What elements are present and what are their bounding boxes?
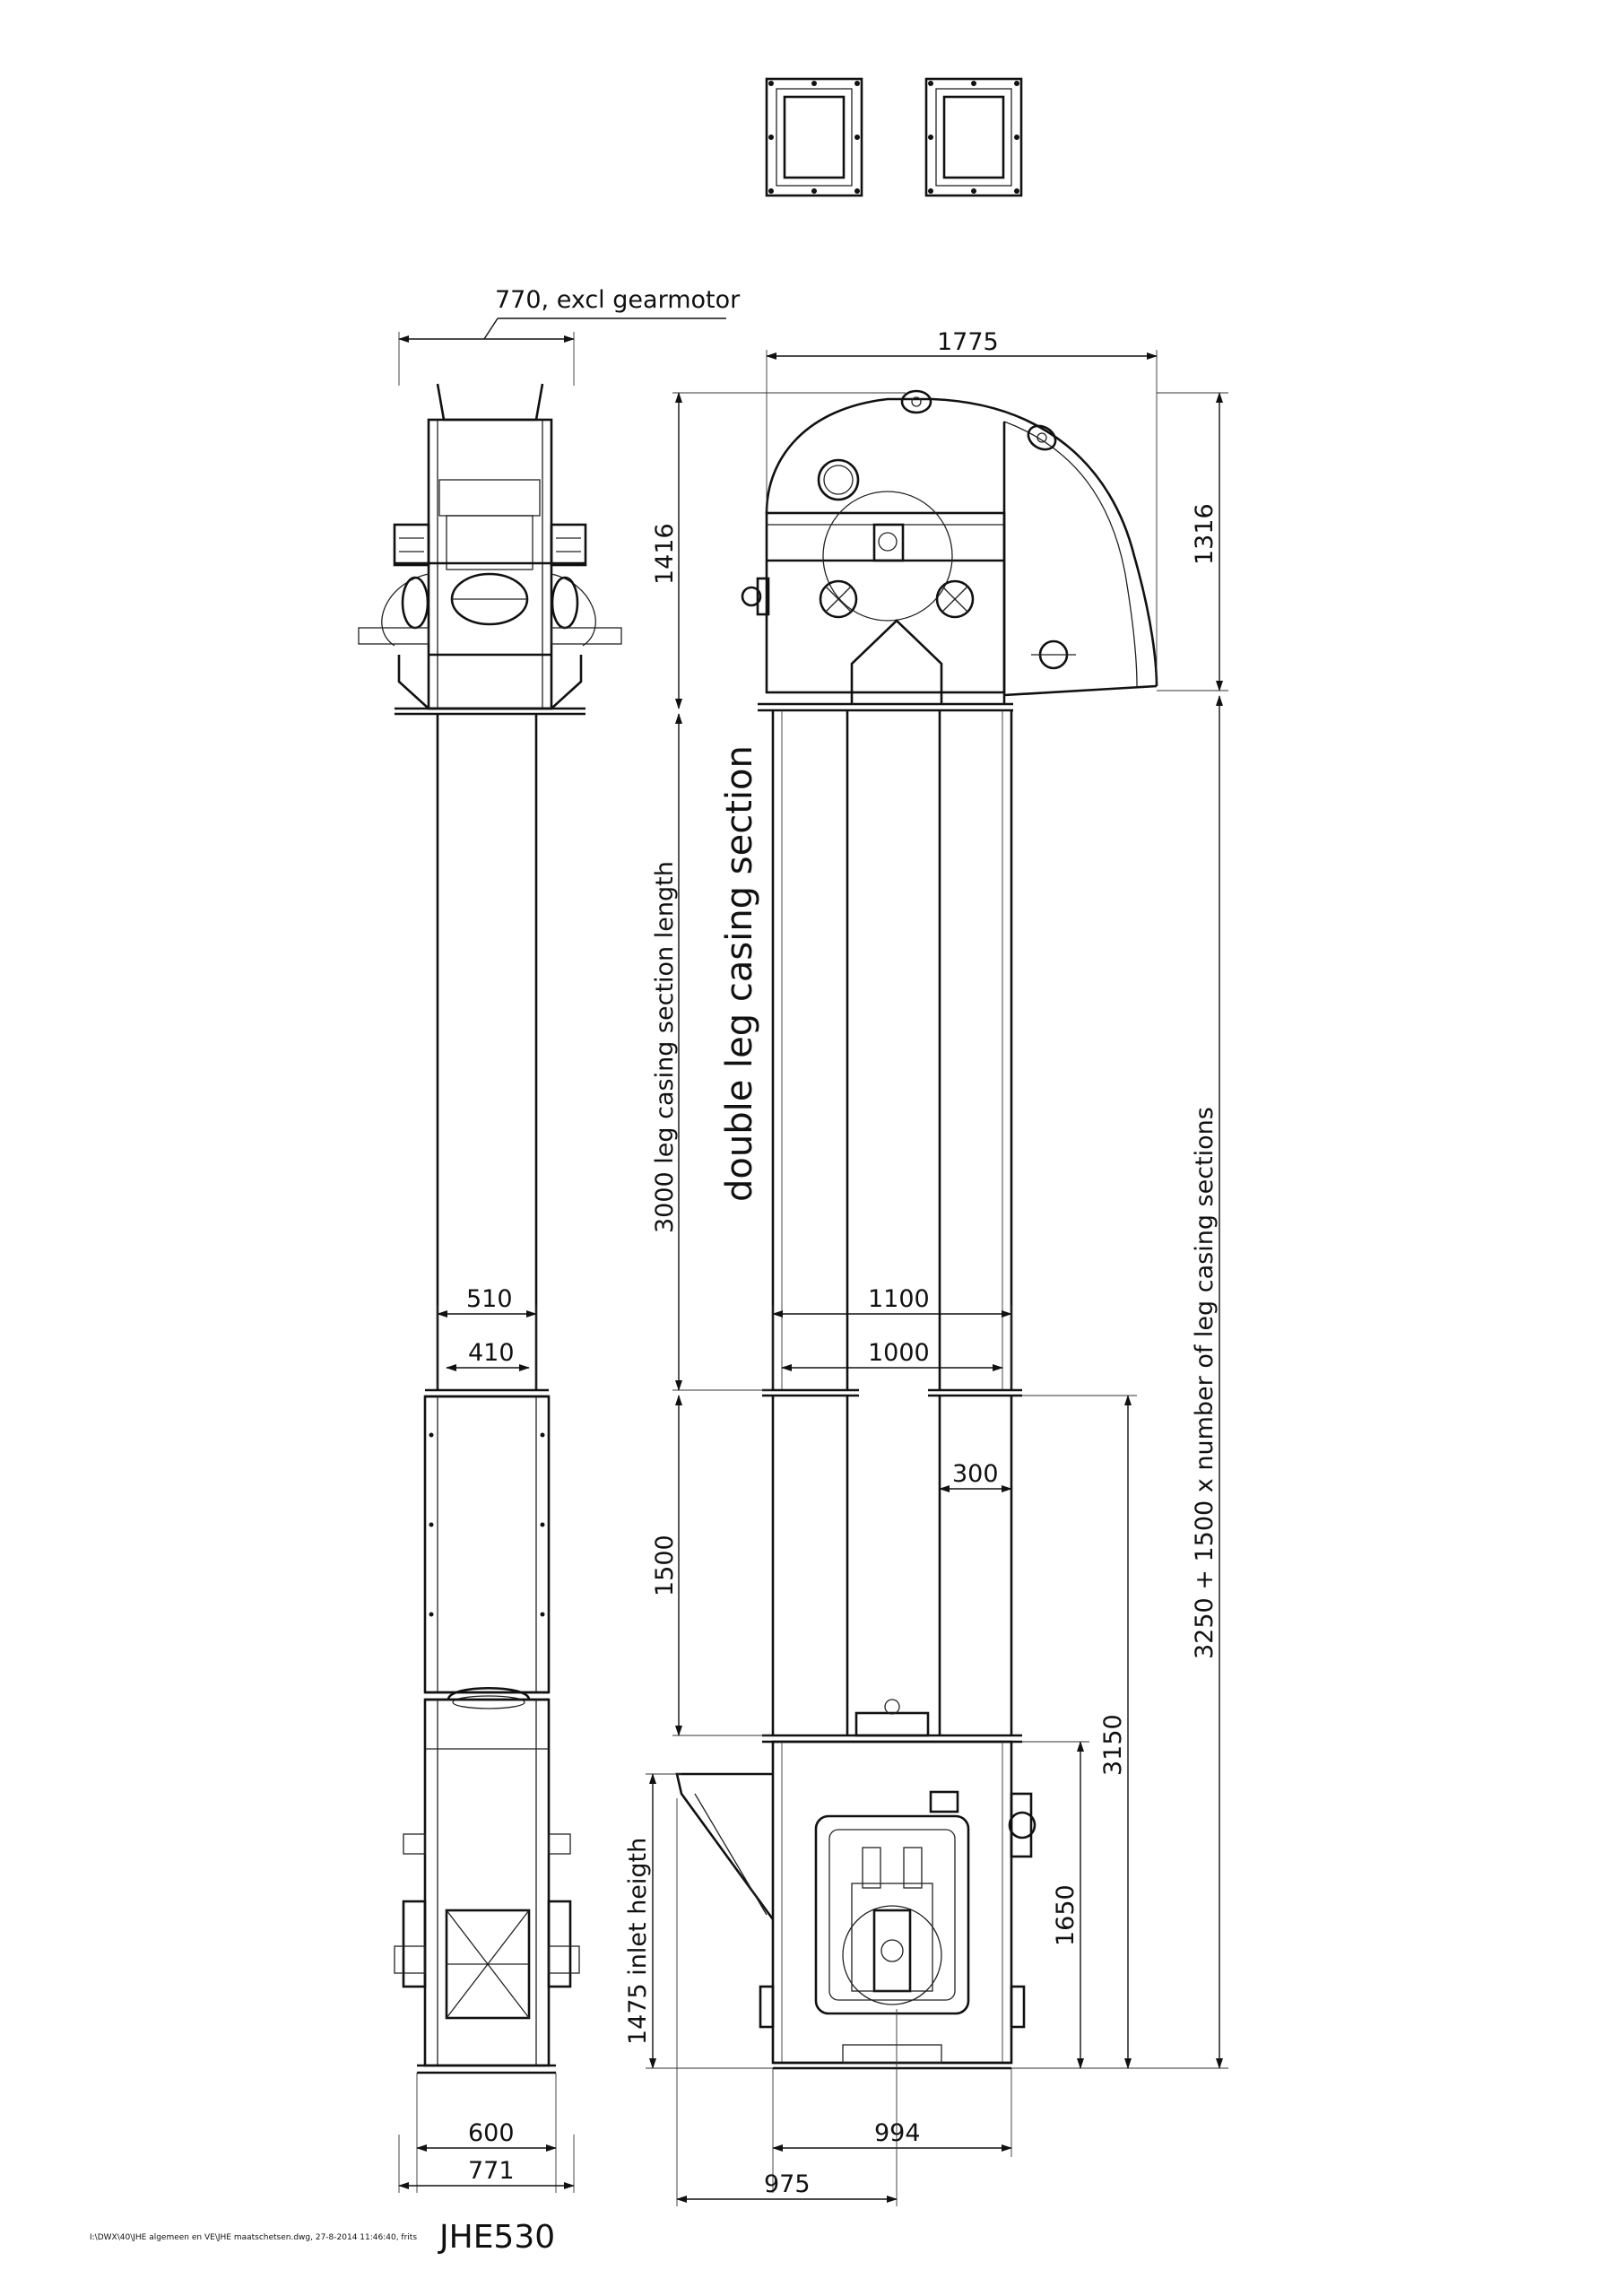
dim-410-label: 410 bbox=[468, 1339, 515, 1367]
dim-1100-label: 1100 bbox=[868, 1285, 930, 1313]
dim-3000-label: 3000 leg casing section length bbox=[651, 861, 679, 1233]
double-leg-label: double leg casing section bbox=[719, 745, 760, 1202]
dim-300-label: 300 bbox=[952, 1460, 999, 1488]
dim-1316-label: 1316 bbox=[1191, 503, 1219, 565]
dim-771-label: 771 bbox=[468, 2157, 515, 2185]
dim-600-label: 600 bbox=[468, 2119, 515, 2147]
side-view bbox=[359, 384, 621, 2073]
dim-1000-label: 1000 bbox=[868, 1339, 930, 1367]
front-view bbox=[677, 391, 1157, 2068]
dim-510-label: 510 bbox=[466, 1285, 513, 1313]
drawing-title: JHE530 bbox=[439, 2219, 556, 2256]
dim-1650-label: 1650 bbox=[1052, 1884, 1080, 1946]
dim-1416-label: 1416 bbox=[651, 523, 679, 585]
dim-1500-label: 1500 bbox=[651, 1535, 679, 1596]
dim-3150-label: 3150 bbox=[1099, 1714, 1127, 1776]
dim-975-label: 975 bbox=[764, 2170, 811, 2198]
dim-total-height-label: 3250 + 1500 x number of leg casing sections bbox=[1191, 1107, 1219, 1659]
file-path: I:\DWX\40\JHE algemeen en VE\JHE maatschetsen.dwg, 27-8-2014 11:46:40, frits bbox=[90, 2233, 418, 2242]
dim-inlet-height-label: 1475 inlet heigth bbox=[624, 1837, 652, 2045]
dim-994-label: 994 bbox=[874, 2119, 921, 2147]
dimension-lines bbox=[399, 318, 1228, 2206]
flange-detail-left bbox=[767, 79, 862, 196]
dim-1775-label: 1775 bbox=[937, 328, 999, 356]
flange-detail-right bbox=[926, 79, 1021, 196]
dim-770-label: 770, excl gearmotor bbox=[495, 286, 741, 314]
